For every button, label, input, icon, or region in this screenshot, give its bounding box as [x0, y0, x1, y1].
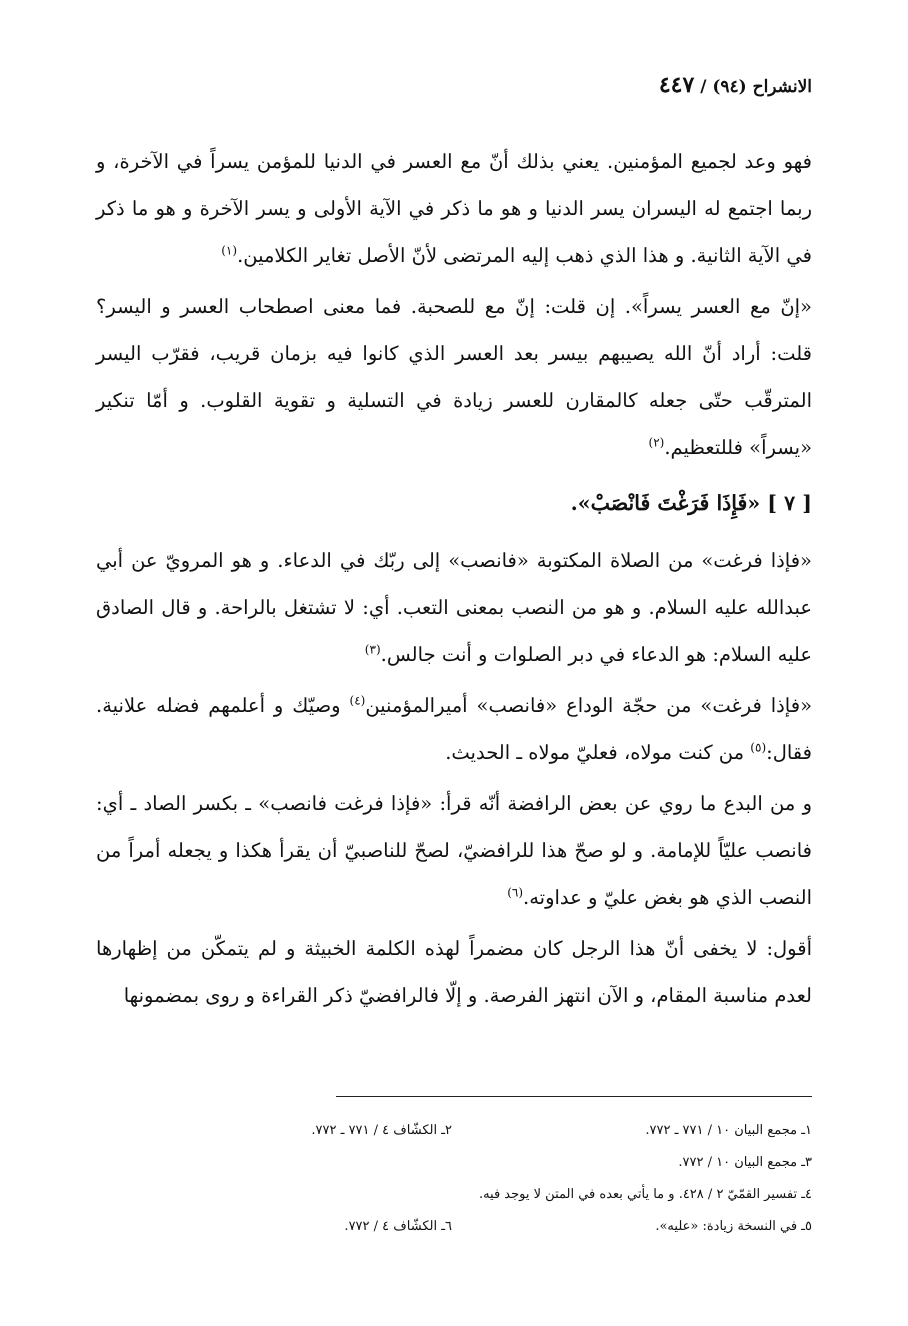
footnote-ref: (٢)	[648, 435, 665, 450]
paragraph-text: و من البدع ما روي عن بعض الرافضة أنّه قرأ: «فإذا فرغت فانصب» ـ بكسر الصاد ـ أي: فانصب عليّاً للإمامة. و لو صحّ هذا للرافضيّ، لصحّ للناصبيّ أن يقرأ هكذا و يجعله أمراً من النصب الذي هو بغض عليّ و عداوته.	[96, 792, 812, 909]
footnote-row	[96, 1115, 812, 1147]
footnote-ref: (٥)	[750, 740, 767, 755]
paragraph	[96, 682, 812, 776]
footnote-row	[96, 1147, 812, 1179]
footnote-ref: (٤)	[349, 693, 366, 708]
paragraph	[96, 925, 812, 1019]
paragraph-text: «إنّ مع العسر يسراً». إن قلت: إنّ مع للصحبة. فما معنى اصطحاب العسر و اليسر؟ قلت: أراد أنّ الله يصيبهم بيسر بعد العسر الذي كانوا فيه بزمان قريب، فقرّب اليسر المترقّب حتّى جعله كالمقارن للعسر زيادة في التسلية و تقوية القلوب. و أمّا تنكير «يسراً» فللتعظيم.	[96, 295, 812, 459]
footnote-2: ٢ـ الكشّاف ٤ / ٧٧١ ـ ٧٧٢.	[311, 1123, 452, 1138]
paragraph-text: أقول: لا يخفى أنّ هذا الرجل كان مضمراً لهذه الكلمة الخبيثة و لم يتمكّن من إظهارها لعدم مناسبة المقام، و الآن انتهز الفرصة. و إلّا فالرافضيّ ذكر القراءة و روى بمضمونها	[96, 937, 812, 1007]
paragraph-text: «فإذا فرغت» من حجّة الوداع «فانصب» أميرالمؤمنين	[365, 694, 813, 717]
verse-heading: [ ٧ ] «فَإِذَا فَرَغْتَ فَانْصَبْ».	[570, 491, 812, 515]
paragraph-text: «فإذا فرغت» من الصلاة المكتوبة «فانصب» إلى ربّك في الدعاء. و هو المرويّ عن أبي عبدالله عليه السلام. و هو من النصب بمعنى التعب. أي: لا تشتغل بالراحة. و قال الصادق عليه السلام: هو الدعاء في دبر الصلوات و أنت جالس.	[96, 549, 812, 666]
footnote-ref: (٦)	[507, 885, 524, 900]
paragraph-text: من كنت مولاه، فعليّ مولاه ـ الحديث.	[445, 741, 751, 764]
footnote-row	[96, 1179, 812, 1211]
footnote-5: ٥ـ في النسخة زيادة: «عليه».	[655, 1219, 812, 1234]
paragraph-text: وصيّك و أعلمهم فضله علانية. فقال:	[96, 694, 812, 764]
footnote-ref: (١)	[221, 243, 238, 258]
main-text	[96, 138, 812, 1023]
footnote-1: ١ـ مجمع البيان ١٠ / ٧٧١ ـ ٧٧٢.	[645, 1123, 812, 1138]
paragraph	[96, 138, 812, 279]
surah-title: الانشراح (٩٤)	[712, 77, 812, 97]
footnote-6: ٦ـ الكشّاف ٤ / ٧٧٢.	[344, 1219, 452, 1234]
footnote-row	[96, 1211, 812, 1243]
paragraph	[96, 537, 812, 678]
header-slash: /	[700, 77, 707, 97]
footnote-3: ٣ـ مجمع البيان ١٠ / ٧٧٢.	[678, 1155, 812, 1170]
footnote-ref: (٣)	[364, 642, 381, 657]
running-header	[659, 72, 812, 98]
paragraph	[96, 780, 812, 921]
footnote-4: ٤ـ تفسير القمّيّ ٢ / ٤٢٨. و ما يأتي بعده في المتن لا يوجد فيه.	[478, 1187, 812, 1202]
footnote-divider	[336, 1096, 812, 1097]
paragraph	[96, 283, 812, 471]
page-number: ٤٤٧	[658, 72, 695, 98]
footnotes	[96, 1115, 812, 1243]
paragraph-text: فهو وعد لجميع المؤمنين. يعني بذلك أنّ مع العسر في الدنيا للمؤمن يسراً في الآخرة، و ربما اجتمع له اليسران يسر الدنيا و هو ما ذكر في الآية الأولى و يسر الآخرة و هو ما ذكر في الآية الثانية. و هذا الذي ذهب إليه المرتضى لأنّ الأصل تغاير الكلامين.	[96, 150, 812, 267]
